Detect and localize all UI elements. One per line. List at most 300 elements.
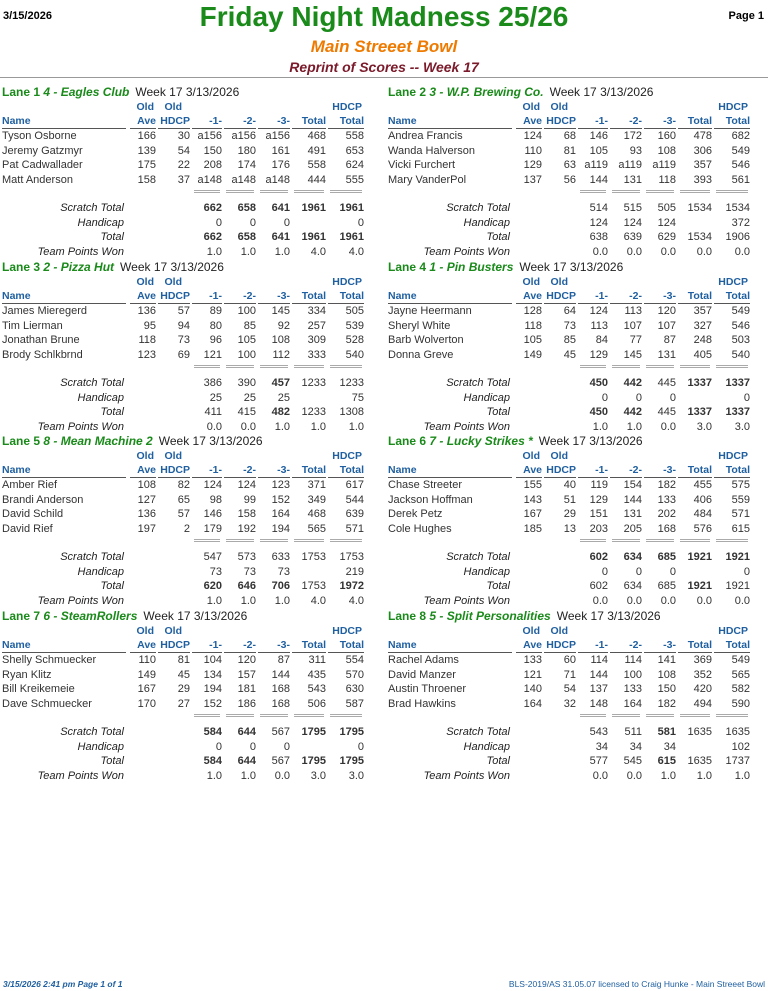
col-g1-header: -1-	[578, 464, 608, 478]
handicap-g1: 73	[209, 565, 222, 578]
handicap-g2: 0	[635, 391, 642, 404]
col-hdcp-total-top: HDCP	[332, 625, 362, 637]
bowler-g3: a156	[265, 130, 290, 142]
bowler-row	[388, 145, 768, 159]
col-hdcp-total-header: Total	[714, 290, 750, 304]
bowler-g3: 182	[657, 697, 676, 710]
points-g1: 0.0	[592, 769, 608, 782]
separator-line	[716, 365, 748, 368]
bowler-ave: 121	[523, 668, 542, 681]
col-ave-header: Ave	[516, 290, 542, 304]
bowler-g3: 152	[271, 493, 290, 506]
col-name-header: Name	[2, 290, 126, 304]
lane-number: Lane 2	[388, 85, 427, 99]
bowler-ave: 123	[137, 348, 156, 361]
total-total: 1921	[687, 580, 712, 592]
scratch-g1: 602	[589, 551, 608, 563]
bowler-row	[388, 508, 768, 522]
bowler-hdcp-total: 546	[731, 319, 750, 332]
separator-line	[680, 190, 710, 193]
total-row	[2, 580, 384, 594]
bowler-hdcp: 56	[563, 173, 576, 186]
handicap-label: Handicap	[463, 216, 510, 229]
handicap-label: Handicap	[463, 740, 510, 753]
bowler-name: Sheryl White	[388, 319, 451, 332]
bowler-total: 311	[308, 654, 326, 666]
bowler-g1: a119	[584, 159, 608, 171]
total-label: Total	[486, 580, 510, 592]
points-g3: 0.0	[274, 769, 290, 782]
scratch-row	[2, 726, 384, 740]
bowler-name: Jayne Heermann	[388, 305, 472, 317]
handicap-hdcp-total: 0	[357, 216, 364, 229]
total-g1: 602	[589, 580, 608, 592]
team-name: 1 - Pin Busters	[429, 260, 514, 274]
col-hdcp-total-top: HDCP	[332, 101, 362, 113]
scratch-g3: 685	[657, 551, 676, 563]
total-g1: 577	[589, 755, 608, 767]
bowler-hdcp-total: 639	[345, 508, 364, 520]
separator-line	[226, 190, 254, 193]
bowler-name: Rachel Adams	[388, 654, 459, 666]
bowler-ave: 175	[137, 159, 156, 171]
bowler-hdcp-total: 539	[345, 319, 364, 332]
week-date: Week 17 3/13/2026	[556, 609, 661, 623]
separator-line	[260, 190, 288, 193]
bowler-g3: 123	[271, 479, 290, 491]
handicap-hdcp-total: 0	[743, 391, 750, 404]
col-g1-header: -1-	[192, 639, 222, 653]
col-g3-header: -3-	[258, 464, 290, 478]
bowler-hdcp: 71	[563, 668, 576, 681]
bowler-hdcp-total: 565	[731, 668, 750, 681]
bowler-g2: 113	[624, 305, 642, 317]
total-hdcp-total: 1737	[725, 755, 750, 767]
handicap-g2: 34	[629, 740, 642, 753]
bowler-g2: 158	[237, 508, 256, 520]
bowler-row	[2, 683, 384, 697]
col-old-ave-top: Old	[136, 276, 154, 288]
bowler-row	[2, 494, 384, 508]
bowler-g2: a119	[618, 159, 642, 171]
bowler-hdcp-total: 505	[345, 305, 364, 317]
col-hdcp-total-header: Total	[328, 639, 364, 653]
points-hdcp-total: 4.0	[348, 594, 364, 607]
scratch-g2: 634	[623, 551, 642, 563]
bowler-hdcp: 81	[563, 144, 576, 157]
bowler-hdcp: 68	[563, 130, 576, 142]
separator-line	[680, 539, 710, 542]
bowler-ave: 143	[523, 493, 542, 506]
separator-line	[612, 190, 640, 193]
points-total: 0.0	[696, 245, 712, 258]
total-hdcp-total: 1337	[725, 406, 750, 418]
col-ave-header: Ave	[130, 290, 156, 304]
points-g2: 1.0	[626, 420, 642, 433]
separator-line	[716, 190, 748, 193]
bowler-hdcp-total: 540	[345, 348, 364, 361]
scratch-label: Scratch Total	[446, 202, 510, 214]
col-g3-header: -3-	[644, 464, 676, 478]
scratch-total: 1337	[687, 377, 712, 389]
bowler-name: Tyson Osborne	[2, 130, 77, 142]
page-number: Page 1	[728, 10, 764, 22]
col-hdcp-header: HDCP	[158, 290, 190, 304]
week-date: Week 17 3/13/2026	[519, 260, 624, 274]
bowler-hdcp-total: 587	[345, 697, 364, 710]
scratch-g1: 662	[203, 202, 222, 214]
bowler-hdcp-total: 503	[731, 334, 750, 346]
points-label: Team Points Won	[37, 769, 124, 782]
handicap-hdcp-total: 75	[351, 391, 364, 404]
points-hdcp-total: 4.0	[348, 245, 364, 258]
bowler-g3: 144	[271, 668, 290, 681]
team-name: 4 - Eagles Club	[43, 85, 130, 99]
points-total: 0.0	[696, 594, 712, 607]
points-hdcp-total: 0.0	[734, 594, 750, 607]
col-total-header: Total	[292, 464, 326, 478]
bowler-g2: 186	[237, 697, 256, 710]
bowler-g3: 92	[277, 319, 290, 332]
bowler-total: 369	[693, 654, 712, 666]
bowler-g2: 120	[237, 654, 256, 666]
col-old-hdcp-top: Old	[164, 276, 182, 288]
lane-number: Lane 5	[2, 434, 41, 448]
points-total: 3.0	[696, 420, 712, 433]
bowler-g1: 124	[589, 305, 608, 317]
separator-line	[330, 365, 362, 368]
separator-line	[330, 714, 362, 717]
col-g3-header: -3-	[258, 290, 290, 304]
points-hdcp-total: 0.0	[734, 245, 750, 258]
bowler-total: 349	[307, 493, 326, 506]
bowler-g1: 129	[589, 348, 608, 361]
bowler-total: 565	[307, 522, 326, 535]
col-total-header: Total	[292, 115, 326, 129]
bowler-row	[388, 479, 768, 493]
col-old-hdcp-top: Old	[164, 450, 182, 462]
total-row	[2, 231, 384, 245]
bowler-g3: 150	[657, 683, 676, 695]
bowler-total: 494	[693, 697, 712, 710]
total-total: 1795	[301, 755, 326, 767]
bowler-g2: 99	[243, 493, 256, 506]
separator-line	[226, 714, 254, 717]
separator-line	[194, 539, 220, 542]
bowler-hdcp: 57	[177, 305, 190, 317]
scratch-label: Scratch Total	[60, 202, 124, 214]
points-label: Team Points Won	[37, 594, 124, 607]
col-g2-header: -2-	[610, 464, 642, 478]
bowler-hdcp-total: 624	[345, 159, 364, 171]
bowler-g2: 172	[623, 130, 642, 142]
bowler-hdcp: 60	[563, 654, 576, 666]
col-old-ave-top: Old	[522, 450, 540, 462]
team-name: 6 - SteamRollers	[43, 609, 138, 623]
total-row	[2, 406, 384, 420]
bowler-row	[388, 130, 768, 144]
col-g2-header: -2-	[224, 115, 256, 129]
bowler-row	[2, 479, 384, 493]
scratch-total: 1534	[687, 202, 712, 214]
bowler-ave: 124	[523, 130, 542, 142]
bowler-g3: 107	[657, 319, 676, 332]
separator-line	[646, 714, 674, 717]
scratch-label: Scratch Total	[446, 551, 510, 563]
bowler-hdcp-total: 540	[731, 348, 750, 361]
bowler-hdcp: 63	[563, 159, 576, 171]
bowler-hdcp: 45	[563, 348, 576, 361]
col-hdcp-header: HDCP	[158, 464, 190, 478]
col-hdcp-total-top: HDCP	[718, 101, 748, 113]
col-g2-header: -2-	[224, 639, 256, 653]
col-old-ave-top: Old	[522, 276, 540, 288]
points-g2: 0.0	[626, 245, 642, 258]
scratch-row	[2, 551, 384, 565]
points-hdcp-total: 1.0	[734, 769, 750, 782]
bowler-name: Dave Schmuecker	[2, 697, 92, 710]
bowler-name: Shelly Schmuecker	[2, 654, 97, 666]
col-ave-header: Ave	[130, 639, 156, 653]
col-old-ave-top: Old	[136, 450, 154, 462]
bowler-hdcp-total: 582	[731, 683, 750, 695]
total-label: Total	[100, 580, 124, 592]
separator-line	[716, 714, 748, 717]
bowler-g3: 168	[271, 697, 290, 710]
handicap-g2: 0	[249, 740, 256, 753]
bowler-ave: 105	[523, 334, 542, 346]
col-ave-header: Ave	[516, 639, 542, 653]
col-name-header: Name	[388, 639, 512, 653]
bowler-row	[388, 654, 768, 668]
team-name: 7 - Lucky Strikes *	[429, 434, 533, 448]
handicap-g2: 0	[635, 565, 642, 578]
bowler-total: 393	[693, 173, 712, 186]
bowler-total: 306	[693, 144, 712, 157]
bowler-total: 484	[693, 508, 712, 520]
bowler-name: Tim Lierman	[2, 319, 63, 332]
bowler-hdcp: 51	[563, 493, 576, 506]
bowler-row	[2, 698, 384, 712]
scratch-g1: 547	[203, 551, 222, 563]
separator-line	[646, 190, 674, 193]
bowler-g1: 144	[589, 173, 608, 186]
scratch-g2: 515	[623, 202, 642, 214]
lane-header	[388, 609, 661, 623]
bowler-name: Ryan Klitz	[2, 668, 52, 681]
total-row	[388, 231, 768, 245]
lane-block	[388, 606, 768, 780]
lane-block	[388, 82, 768, 256]
total-hdcp-total: 1961	[339, 231, 364, 243]
lane-number: Lane 6	[388, 434, 427, 448]
lane-number: Lane 1	[2, 85, 41, 99]
bowler-name: Matt Anderson	[2, 173, 73, 186]
bowler-hdcp-total: 561	[731, 173, 750, 186]
bowler-row	[2, 334, 384, 348]
bowler-name: Vicki Furchert	[388, 159, 456, 171]
col-hdcp-header: HDCP	[544, 464, 576, 478]
bowler-g1: 146	[203, 508, 222, 520]
bowler-g1: 84	[595, 334, 608, 346]
bowler-g1: a156	[197, 130, 222, 142]
handicap-g1: 0	[215, 740, 222, 753]
bowler-g1: 203	[589, 522, 608, 535]
bowler-total: 406	[693, 493, 712, 506]
week-date: Week 17 3/13/2026	[135, 85, 240, 99]
handicap-g1: 0	[601, 391, 608, 404]
bowler-ave: 136	[137, 508, 156, 520]
bowler-hdcp: 22	[177, 159, 190, 171]
col-hdcp-total-top: HDCP	[332, 450, 362, 462]
points-g1: 1.0	[206, 245, 222, 258]
col-old-hdcp-top: Old	[164, 625, 182, 637]
total-label: Total	[486, 406, 510, 418]
scratch-hdcp-total: 1921	[725, 551, 750, 563]
page-title: Friday Night Madness 25/26	[199, 1, 569, 32]
total-label: Total	[100, 231, 124, 243]
bowler-g2: 100	[623, 668, 642, 681]
bowler-g3: 164	[271, 508, 290, 520]
bowler-g3: 108	[657, 668, 676, 681]
scratch-total: 1961	[301, 202, 326, 214]
bowler-g1: 129	[589, 493, 608, 506]
scratch-g2: 658	[237, 202, 256, 214]
bowler-total: 444	[307, 173, 326, 186]
handicap-g3: 124	[657, 216, 676, 229]
bowler-g2: a156	[231, 130, 256, 142]
handicap-row	[388, 392, 768, 406]
scratch-row	[388, 726, 768, 740]
bowler-total: 333	[307, 348, 326, 361]
separator-line	[612, 714, 640, 717]
col-old-hdcp-top: Old	[164, 101, 182, 113]
bowler-name: Brad Hawkins	[388, 697, 456, 710]
bowler-hdcp-total: 653	[345, 144, 364, 157]
col-hdcp-total-top: HDCP	[718, 450, 748, 462]
total-g1: 638	[589, 231, 608, 243]
scratch-g3: 633	[271, 551, 290, 563]
bowler-g3: 161	[271, 144, 290, 157]
col-hdcp-total-top: HDCP	[718, 625, 748, 637]
scratch-g1: 584	[203, 726, 222, 738]
bowler-ave: 133	[523, 654, 542, 666]
col-total-header: Total	[678, 464, 712, 478]
col-hdcp-total-header: Total	[328, 464, 364, 478]
points-hdcp-total: 3.0	[734, 420, 750, 433]
separator-line	[194, 190, 220, 193]
bowler-ave: 128	[523, 305, 542, 317]
scratch-label: Scratch Total	[446, 726, 510, 738]
bowler-g2: 144	[623, 493, 642, 506]
total-row	[388, 406, 768, 420]
bowler-hdcp-total: 559	[731, 493, 750, 506]
week-date: Week 17 3/13/2026	[538, 434, 643, 448]
bowler-g2: a148	[231, 173, 256, 186]
bowler-row	[2, 305, 384, 319]
bowler-ave: 149	[137, 668, 156, 681]
bowler-g2: 164	[623, 697, 642, 710]
bowler-total: 576	[693, 522, 712, 535]
bowler-row	[2, 145, 384, 159]
bowler-row	[388, 349, 768, 363]
bowler-hdcp: 64	[563, 305, 576, 317]
bowler-row	[2, 174, 384, 188]
bowler-hdcp: 73	[563, 319, 576, 332]
total-g3: 629	[657, 231, 676, 243]
bowler-row	[388, 698, 768, 712]
separator-line	[294, 539, 324, 542]
total-g2: 646	[237, 580, 256, 592]
bowler-total: 506	[307, 697, 326, 710]
separator-line	[194, 714, 220, 717]
separator-line	[226, 539, 254, 542]
total-row	[2, 755, 384, 769]
bowler-g2: 100	[237, 348, 256, 361]
total-g3: 445	[657, 406, 676, 418]
handicap-label: Handicap	[77, 391, 124, 404]
bowler-name: Cole Hughes	[388, 522, 452, 535]
scratch-g1: 450	[589, 377, 608, 389]
col-hdcp-total-top: HDCP	[332, 276, 362, 288]
col-ave-header: Ave	[130, 464, 156, 478]
footer-timestamp: 3/15/2026 2:41 pm Page 1 of 1	[3, 979, 123, 989]
bowler-g3: 176	[271, 159, 290, 171]
bowler-total: 309	[307, 334, 326, 346]
col-g1-header: -1-	[192, 290, 222, 304]
lane-header	[388, 434, 643, 448]
separator-line	[330, 190, 362, 193]
bowler-g3: 112	[272, 348, 290, 361]
handicap-row	[2, 217, 384, 231]
lane-number: Lane 7	[2, 609, 41, 623]
separator-line	[612, 365, 640, 368]
bowler-row	[388, 494, 768, 508]
bowler-g1: 148	[589, 697, 608, 710]
scratch-total: 1233	[301, 377, 326, 389]
total-total: 1233	[301, 406, 326, 418]
bowler-g1: 105	[589, 144, 608, 157]
bowler-hdcp-total: 528	[345, 334, 364, 346]
separator-line	[226, 365, 254, 368]
col-old-ave-top: Old	[522, 101, 540, 113]
total-g3: 641	[271, 231, 290, 243]
points-label: Team Points Won	[423, 245, 510, 258]
bowler-ave: 185	[523, 522, 542, 535]
header-rule	[0, 77, 768, 78]
bowler-ave: 158	[137, 173, 156, 186]
bowler-name: David Rief	[2, 522, 53, 535]
points-g2: 0.0	[240, 420, 256, 433]
scratch-g3: 445	[657, 377, 676, 389]
separator-line	[294, 714, 324, 717]
handicap-g1: 124	[589, 216, 608, 229]
bowler-total: 405	[693, 348, 712, 361]
bowler-total: 334	[307, 305, 326, 317]
bowler-hdcp: 85	[563, 334, 576, 346]
bowler-hdcp: 81	[177, 654, 190, 666]
points-g1: 0.0	[592, 245, 608, 258]
total-g1: 620	[203, 580, 222, 592]
bowler-ave: 136	[137, 305, 156, 317]
col-hdcp-header: HDCP	[544, 115, 576, 129]
bowler-name: Amber Rief	[2, 479, 58, 491]
bowler-ave: 166	[137, 130, 156, 142]
scratch-g3: 505	[657, 202, 676, 214]
bowler-row	[388, 305, 768, 319]
bowler-g1: 98	[209, 493, 222, 506]
col-g2-header: -2-	[224, 290, 256, 304]
